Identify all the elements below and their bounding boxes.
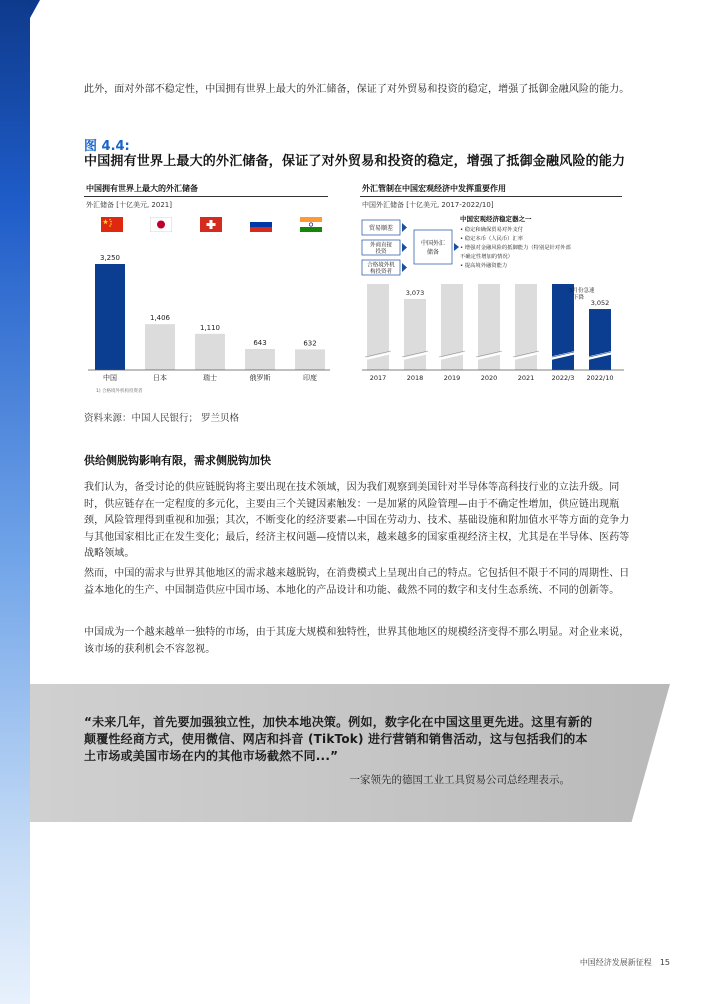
center-label: 储备 xyxy=(426,249,440,256)
bar-2022/10 xyxy=(589,309,611,370)
arrow-icon xyxy=(402,243,407,252)
input-label: 投资 xyxy=(375,249,387,255)
category-label: 2017 xyxy=(369,374,387,382)
switzerland-flag-icon xyxy=(200,217,222,232)
right-chart-unit: 中国外汇储备 [十亿美元, 2017-2022/10] xyxy=(362,201,494,209)
value-label: 3,052 xyxy=(590,299,610,308)
bar-2018 xyxy=(404,299,426,370)
input-label: 外商直接 xyxy=(369,242,393,249)
value-label: 1,110 xyxy=(199,323,221,332)
stabilizer-bullet: • 提高境外融资能力 xyxy=(460,263,508,269)
right-chart-rule xyxy=(360,196,622,197)
stabilizer-bullet: • 稳定本币（人民币）汇率 xyxy=(460,236,524,242)
value-label: 643 xyxy=(253,339,267,348)
category-label: 2022/10 xyxy=(586,374,614,382)
body-paragraph-1: 我们认为，备受讨论的供应链脱钩将主要出现在技术领域，因为我们观察到美国针对半导体等高科技行业的立法升级。同时，供应链存在一定程度的多元化，主要由三个关键因素触发：一是加紧的风险管理—由于不确定性增加，供应链出现瓶颈，风险管理得到重视和加强；其次，不断变化的经济要素—中国在劳动力、技术、基础设施和附加值水平等方面的竞争力与其他国家相比正在发生变化；最后，经济主权问题—疫情以来，越来越多的国家重视经济主权，尤其是在半导体、医药等战略领域。 xyxy=(84,482,630,559)
quote-attribution: 一家领先的德国工业工具贸易公司总经理表示。 xyxy=(349,774,570,786)
arrow-icon xyxy=(402,263,407,272)
category-label: 中国 xyxy=(103,374,117,382)
bar-中国 xyxy=(95,264,125,370)
input-label: 构投资者 xyxy=(369,269,393,275)
arrow-icon xyxy=(454,243,459,251)
category-label: 印度 xyxy=(303,374,317,382)
stabilizer-title: 中国宏观经济稳定器之一 xyxy=(460,215,532,223)
india-flag-icon xyxy=(300,217,322,232)
intro-paragraph: 此外，面对外部不稳定性，中国拥有世界上最大的外汇储备，保证了对外贸易和投资的稳定，增强了抵御金融风险的能力。 xyxy=(84,84,630,95)
input-label: 贸易顺差 xyxy=(368,225,394,232)
center-box xyxy=(414,230,452,264)
input-label: 合格境外机 xyxy=(367,262,395,269)
value-label: 3,250 xyxy=(99,254,121,262)
arrow-icon xyxy=(402,223,407,232)
decorative-notch xyxy=(30,0,40,18)
stabilizer-bullet: • 增强对金融风险的抵御能力（特别是针对外部 xyxy=(460,245,571,251)
footer-title: 中国经济发展新征程 xyxy=(579,958,652,967)
right-bar-chart xyxy=(360,284,626,386)
value-label: 632 xyxy=(303,339,317,348)
stabilizer-bullet: • 稳定和确保贸易对外支付 xyxy=(460,227,524,233)
quote-text: “未来几年，首先要加强独立性，加快本地决策。例如，数字化在中国这里更先进。这里有新的颠覆性经商方式，使用微信、网店和抖音 (TikTok) 进行营销和销售活动，这与包括我们的本土市场或美国市场在内的其他市场截然不同...” xyxy=(84,715,593,763)
decorative-side-band xyxy=(0,0,30,1004)
china-flag-icon xyxy=(101,217,123,232)
left-bar-chart xyxy=(84,250,334,386)
category-label: 日本 xyxy=(153,374,167,382)
bar-瑞士 xyxy=(195,334,225,370)
left-chart-rule xyxy=(84,196,328,197)
russia-flag-icon xyxy=(250,217,272,232)
category-label: 瑞士 xyxy=(203,374,217,382)
category-label: 2019 xyxy=(443,374,461,382)
source-note: 资料来源：中国人民银行； 罗兰贝格 xyxy=(84,413,240,424)
annotation-text: 3月份急速 xyxy=(569,288,595,294)
category-label: 2021 xyxy=(517,374,535,382)
left-chart-title: 中国拥有世界上最大的外汇储备 xyxy=(86,184,198,193)
bar-俄罗斯 xyxy=(245,349,275,370)
category-label: 俄罗斯 xyxy=(249,374,271,382)
page-footer xyxy=(580,957,670,968)
left-chart-unit: 外汇储备 [十亿美元, 2021] xyxy=(86,201,172,209)
category-label: 2022/3 xyxy=(551,374,575,382)
annotation-text: 下降 xyxy=(573,295,585,301)
bar-印度 xyxy=(295,349,325,370)
section-heading: 供给侧脱钩影响有限，需求侧脱钩加快 xyxy=(84,454,271,467)
center-label: 中国外汇 xyxy=(420,240,446,247)
value-label: 1,406 xyxy=(149,314,171,323)
right-chart-title: 外汇管制在中国宏观经济中发挥重要作用 xyxy=(362,184,506,193)
category-label: 2018 xyxy=(406,374,424,382)
category-label: 2020 xyxy=(480,374,498,382)
japan-flag-icon xyxy=(150,217,172,232)
page-number: 15 xyxy=(659,958,670,967)
chart-footnote: 1) 合格境外机构投资者 xyxy=(96,389,143,394)
value-label: 3,073 xyxy=(405,288,425,297)
body-paragraph-3: 中国成为一个越来越单一独特的市场，由于其庞大规模和独特性，世界其他地区的规模经济变得不那么明显。对企业来说，该市场的获利机会不容忽视。 xyxy=(84,627,630,655)
figure-title: 中国拥有世界上最大的外汇储备，保证了对外贸易和投资的稳定，增强了抵御金融风险的能力 xyxy=(84,154,626,169)
bar-日本 xyxy=(145,324,175,370)
body-paragraph-2: 然而，中国的需求与世界其他地区的需求越来越脱钩，在消费模式上呈现出自己的特点。它包括但不限于不同的周期性、日益本地化的生产、中国制造供应中国市场、本地化的产品设计和功能、截然不同的数字和支付生态系统、不同的创新等。 xyxy=(84,568,630,596)
stabilizer-bullet: 不确定性增加的情况） xyxy=(460,254,513,260)
figure-number: 图 4.4: xyxy=(84,139,130,154)
fx-stabilizer-diagram xyxy=(360,212,626,282)
